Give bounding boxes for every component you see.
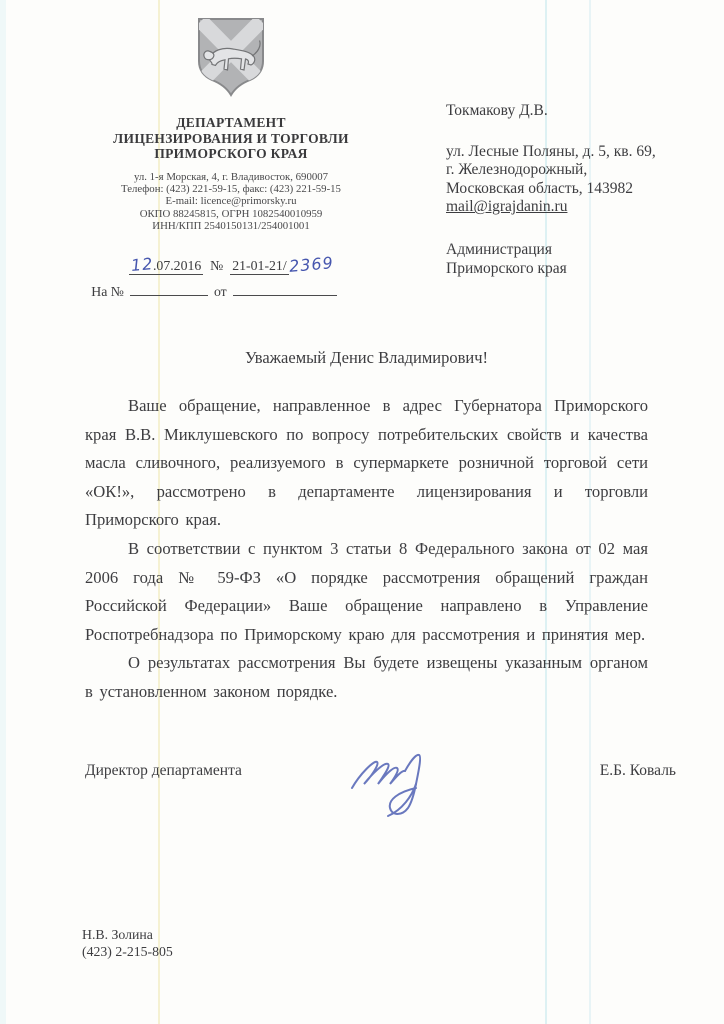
printed-date: .07.2016 bbox=[152, 257, 202, 273]
department-name-line3: ПРИМОРСКОГО КРАЯ bbox=[154, 146, 308, 161]
printed-outgoing-number: 21-01-21/ bbox=[232, 257, 287, 273]
body-paragraph-2: В соответствии с пунктом 3 статьи 8 Федерального закона от 02 мая 2006 года № 59-ФЗ «О порядке рассмотрения обращений граждан Российской Федерации» Ваше обращение направлено в Управление Роспотребнадзора по Приморскому краю для рассмотрения и принятия мер. bbox=[85, 538, 648, 644]
spacer bbox=[446, 121, 706, 143]
letterhead-inn-kpp: ИНН/КПП 2540150131/254001001 bbox=[152, 220, 310, 233]
department-name-line2: ЛИЦЕНЗИРОВАНИЯ И ТОРГОВЛИ bbox=[113, 130, 349, 146]
reference-ot-label: от bbox=[213, 283, 227, 299]
copy-recipient-line1: Администрация bbox=[446, 240, 552, 258]
scan-artifact-left-edge bbox=[0, 0, 6, 1024]
salutation: Уважаемый Денис Владимирович! bbox=[244, 348, 489, 367]
signer-name: Е.Б. Коваль bbox=[599, 762, 676, 779]
letterhead-okpo-ogrn: ОКПО 88245815, ОГРН 1082540010959 bbox=[139, 207, 323, 220]
letterhead-address: ул. 1-я Морская, 4, г. Владивосток, 690007 bbox=[133, 170, 329, 183]
body-paragraph-3: О результатах рассмотрения Вы будете извещены указанным органом в установленном законом порядке. bbox=[85, 653, 648, 701]
executor-name: Н.В. Золина bbox=[82, 927, 153, 942]
signer-position-title: Директор департамента bbox=[85, 762, 242, 779]
department-name bbox=[70, 115, 392, 162]
number-sign: № bbox=[210, 257, 224, 273]
recipient-address-line1: ул. Лесные Поляны, д. 5, кв. 69, bbox=[446, 142, 656, 160]
executor-phone: (423) 2-215-805 bbox=[82, 944, 173, 959]
recipient-block bbox=[446, 102, 706, 278]
department-name-line1: ДЕПАРТАМЕНТ bbox=[176, 115, 286, 130]
letterhead-phone: Телефон: (423) 221-59-15, факс: (423) 221-59-15 bbox=[121, 182, 341, 195]
body-paragraph-1: Ваше обращение, направленное в адрес Губернатора Приморского края В.В. Миклушевского по вопросу потребительских свойств и качества масла сливочного, реализуемого в супермаркете розничной торговой сети «ОК!», рассмотрено в департаменте лицензирования и торговли Приморского края. bbox=[85, 396, 648, 530]
spacer bbox=[446, 217, 706, 241]
recipient-address-line2: г. Железнодорожный, bbox=[446, 161, 588, 179]
copy-recipient-line2: Приморского края bbox=[446, 259, 567, 277]
handwritten-day: 12 bbox=[129, 253, 154, 275]
reference-number-blank bbox=[130, 282, 208, 296]
primorsky-coat-of-arms-icon bbox=[192, 14, 270, 107]
reference-prefix: На № bbox=[91, 283, 124, 299]
executor-footer bbox=[82, 926, 173, 960]
handwritten-outgoing-number: 2369 bbox=[287, 252, 335, 276]
letterhead-email: E-mail: licence@primorsky.ru bbox=[165, 195, 297, 208]
outgoing-date-number-line bbox=[70, 252, 392, 276]
incoming-reference-line bbox=[36, 282, 392, 300]
letter-body bbox=[85, 392, 648, 707]
letterhead-contacts bbox=[70, 171, 392, 233]
recipient-email: mail@igrajdanin.ru bbox=[446, 198, 568, 216]
reference-date-blank bbox=[233, 282, 337, 296]
letterhead bbox=[70, 14, 392, 300]
recipient-name: Токмакову Д.В. bbox=[446, 102, 548, 119]
recipient-address-line3: Московская область, 143982 bbox=[446, 179, 634, 197]
handwritten-signature-icon bbox=[330, 740, 460, 827]
